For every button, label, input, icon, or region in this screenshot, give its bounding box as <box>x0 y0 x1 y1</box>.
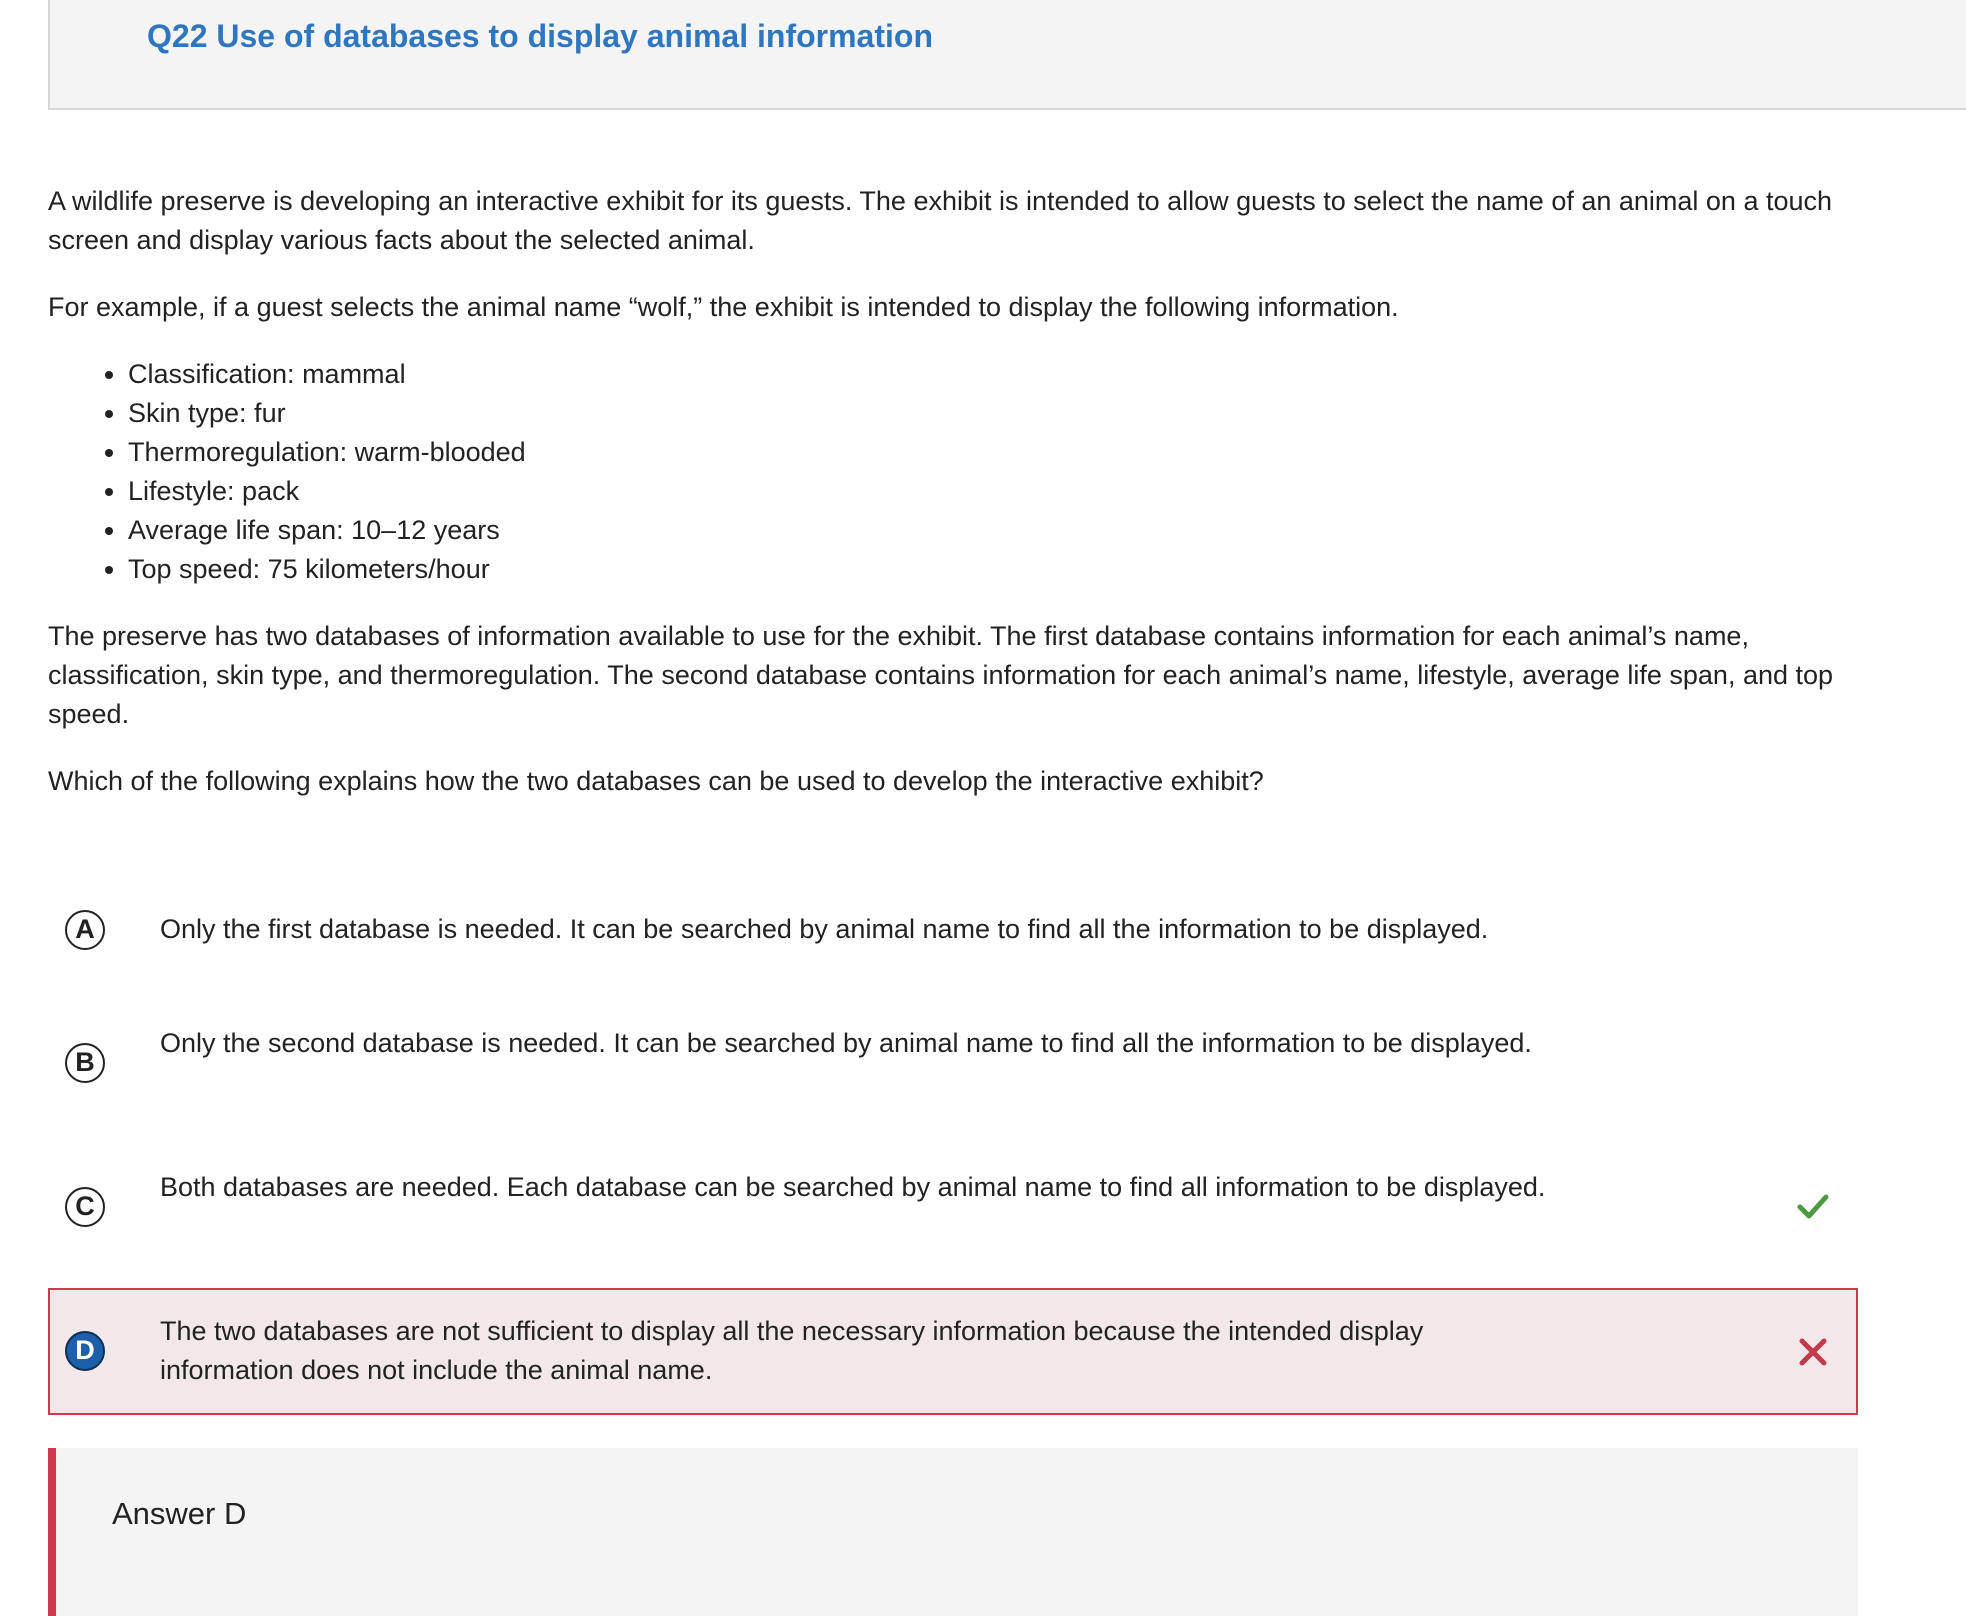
fact-item: • Lifestyle: pack <box>128 472 1888 511</box>
fact-item: • Classification: mammal <box>128 355 1888 394</box>
choice-text: Only the second database is needed. It can be searched by animal name to find all the information to be displayed. <box>160 1028 1532 1058</box>
databases-paragraph: The preserve has two databases of information available to use for the exhibit. The first database contains information for each animal’s name, classification, skin type, and thermoregulation. The second database contains information for each animal’s name, lifestyle, average life span, and top speed. <box>48 621 1834 729</box>
check-icon <box>1796 1189 1830 1223</box>
choice-letter-badge: C <box>65 1187 105 1227</box>
choice-text: Only the first database is needed. It can be searched by animal name to find all the information to be displayed. <box>160 914 1489 944</box>
fact-item: • Average life span: 10–12 years <box>128 511 1888 550</box>
fact-list <box>48 355 1888 589</box>
example-paragraph: For example, if a guest selects the animal name “wolf,” the exhibit is intended to display the following information. <box>48 292 1399 322</box>
fact-item: • Skin type: fur <box>128 394 1888 433</box>
choice-text: Both databases are needed. Each database can be searched by animal name to find all information to be displayed. <box>160 1172 1546 1202</box>
intro-paragraph: A wildlife preserve is developing an interactive exhibit for its guests. The exhibit is intended to allow guests to select the name of an animal on a touch screen and display various facts about the selected animal. <box>48 186 1833 255</box>
question-stem <box>48 182 1888 829</box>
question-prompt: Which of the following explains how the two databases can be used to develop the interactive exhibit? <box>48 766 1264 796</box>
fact-item: • Thermoregulation: warm-blooded <box>128 433 1888 472</box>
answer-label: Answer D <box>112 1496 247 1531</box>
choice-letter-badge: B <box>65 1043 105 1083</box>
choice-c[interactable] <box>48 1156 1858 1261</box>
question-header <box>48 0 1966 110</box>
choice-d[interactable] <box>48 1288 1858 1415</box>
choice-a[interactable] <box>48 885 1858 975</box>
choice-text: The two databases are not sufficient to display all the necessary information because the intended display information does not include the animal name. <box>160 1316 1424 1385</box>
choice-letter-badge: D <box>65 1331 105 1371</box>
choice-b[interactable] <box>48 1012 1858 1117</box>
cross-icon <box>1796 1335 1830 1369</box>
choice-letter-badge: A <box>65 910 105 950</box>
answer-panel <box>48 1448 1858 1616</box>
question-title: Q22 Use of databases to display animal information <box>147 18 933 54</box>
fact-item: • Top speed: 75 kilometers/hour <box>128 550 1888 589</box>
